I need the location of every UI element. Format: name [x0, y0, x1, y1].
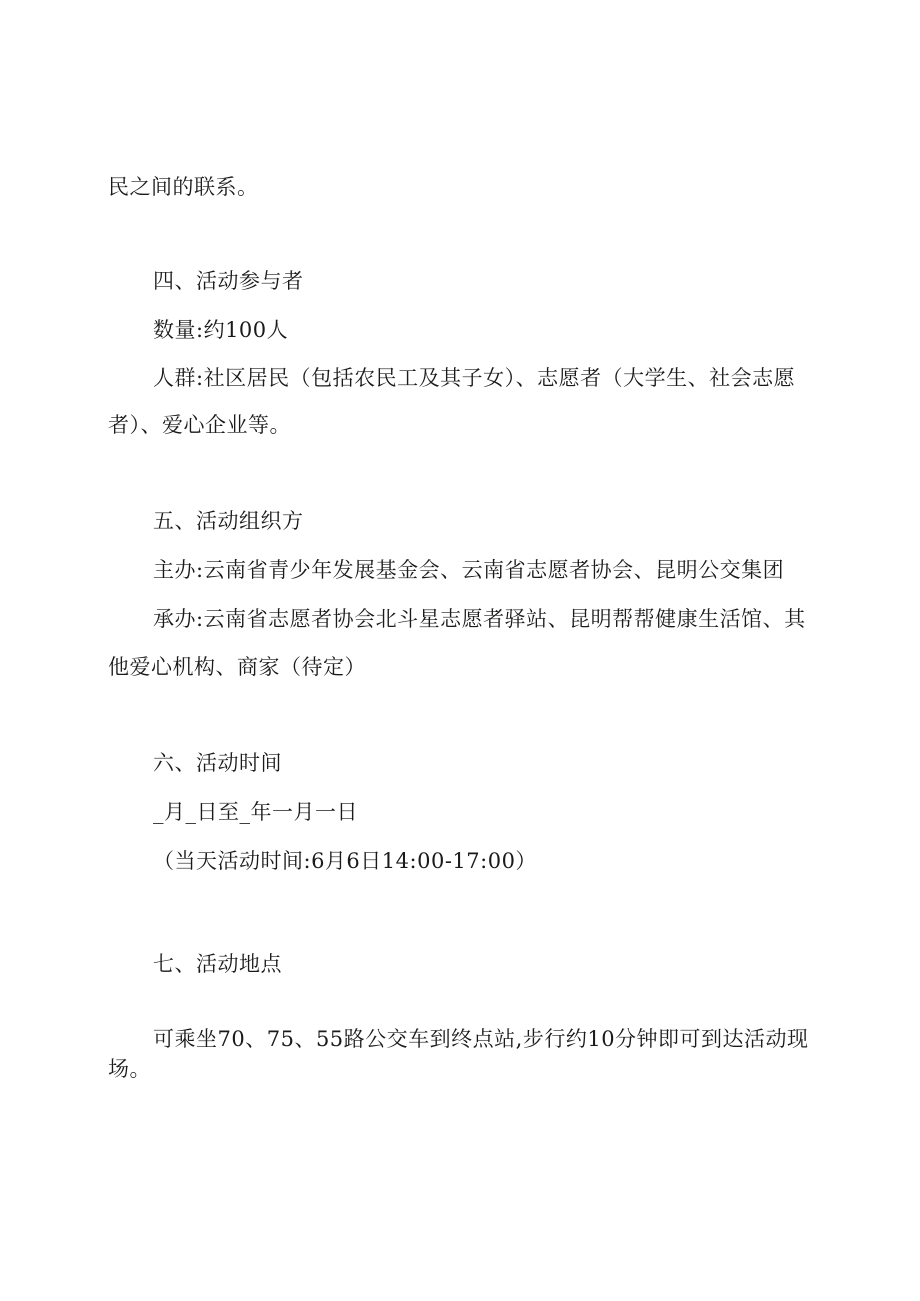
organizers-undertaker-line1: 承办:云南省志愿者协会北斗星志愿者驿站、昆明帮帮健康生活馆、其 [153, 607, 806, 631]
location-heading: 七、活动地点 [153, 952, 282, 976]
time-heading: 六、活动时间 [153, 751, 282, 775]
participants-crowd-line1: 人群:社区居民（包括农民工及其子女）、志愿者（大学生、社会志愿 [153, 366, 796, 390]
time-day-time: （当天活动时间:6月6日14:00-17:00） [153, 849, 537, 873]
location-directions-line1: 可乘坐70、75、55路公交车到终点站,步行约10分钟即可到达活动现 [153, 1027, 809, 1051]
organizers-host: 主办:云南省青少年发展基金会、云南省志愿者协会、昆明公交集团 [153, 558, 785, 582]
intro-continuation: 民之间的联系。 [108, 175, 259, 199]
participants-heading: 四、活动参与者 [153, 269, 304, 293]
time-range: _月_日至_年一月一日 [153, 800, 358, 824]
organizers-undertaker-line2: 他爱心机构、商家（待定） [108, 655, 366, 679]
organizers-heading: 五、活动组织方 [153, 509, 304, 533]
participants-quantity: 数量:约100人 [153, 318, 289, 342]
location-directions-line2: 场。 [108, 1057, 151, 1081]
participants-crowd-line2: 者）、爱心企业等。 [108, 413, 291, 437]
